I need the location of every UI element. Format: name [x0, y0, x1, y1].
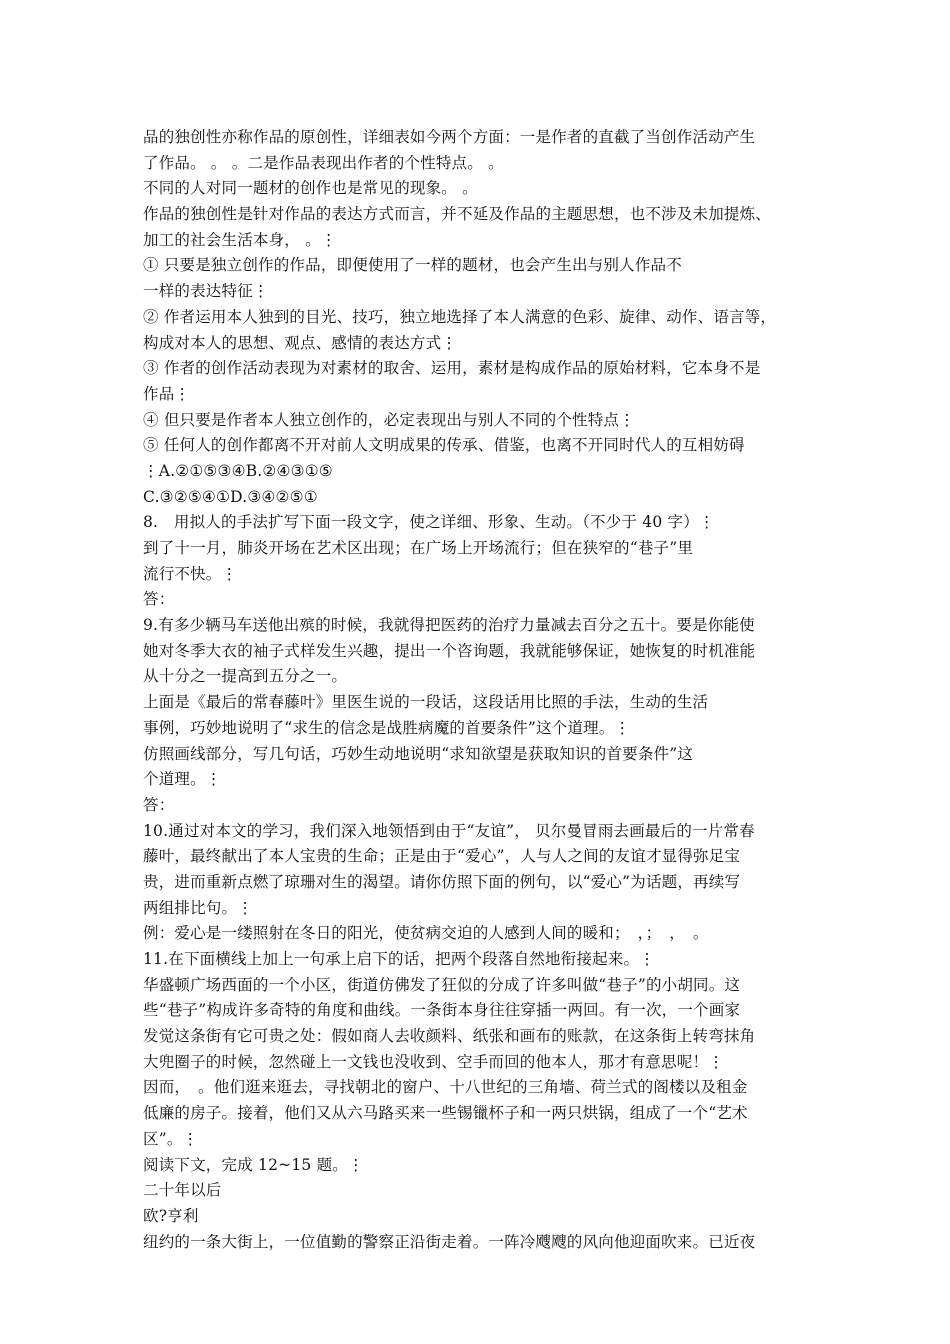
text-line: ⋮A.②①⑤③④B.②④③①⑤: [143, 461, 333, 480]
answer-label: 答：: [143, 590, 175, 609]
question-10: 10.通过对本文的学习，我们深入地领悟到由于“友谊”， 贝尔曼冒雨去画最后的一片常春: [143, 821, 755, 840]
text-line: 作品的独创性是针对作品的表达方式而言，并不延及作品的主题思想，也不涉及未加提炼、: [143, 205, 772, 224]
text-line: 了作品。 。 。二是作品表现出作者的个性特点。 。: [143, 153, 504, 172]
text-line: 华盛顿广场西面的一个小区，街道仿佛发了狂似的分成了许多叫做“巷子”的小胡同。这: [143, 975, 741, 994]
text-line: 仿照画线部分，写几句话，巧妙生动地说明“求知欲望是获取知识的首要条件”这: [143, 744, 694, 763]
example-line: 例：爱心是一缕照射在冬日的阳光，使贫病交迫的人感到人间的暖和； ，； ， 。: [143, 924, 709, 943]
text-line: 不同的人对同一题材的创作也是常见的现象。 。: [143, 179, 478, 198]
text-line: 发觉这条街有它可贵之处：假如商人去收颜料、纸张和画布的账款，在这条街上转弯抹角: [143, 1027, 756, 1046]
text-line: 到了十一月，肺炎开场在艺术区出现；在广场上开场流行；但在狭窄的“巷子”里: [143, 539, 694, 557]
question-11: 11.在下面横线上加上一句承上启下的话，把两个段落自然地衔接起来。⋮: [143, 950, 655, 968]
text-line: 纽约的一条大街上，一位值勤的警察正沿街走着。一阵冷飕飕的风向他迎面吹来。已近夜: [143, 1232, 756, 1251]
text-line: 因而， 。他们逛来逛去，寻找朝北的窗户、十八世纪的三角墙、荷兰式的阁楼以及租金: [143, 1078, 748, 1097]
text-line: 两组排比句。⋮: [143, 898, 253, 917]
text-line: 贵，进而重新点燃了琼珊对生的渴望。请你仿照下面的例句，以“爱心”为话题，再续写: [143, 872, 741, 891]
text-line: 一样的表达特征⋮: [143, 282, 269, 301]
text-line: 藤叶，最终献出了本人宝贵的生命；正是由于“爱心”，人与人之间的友谊才显得弥足宝: [143, 847, 741, 866]
text-line: ④ 但只要是作者本人独立创作的，必定表现出与别人不同的个性特点⋮: [143, 410, 635, 429]
text-line: ② 作者运用本人独到的目光、技巧，独立地选择了本人满意的色彩、旋律、动作、语言等，: [143, 307, 777, 326]
text-line: 流行不快。⋮: [143, 564, 238, 583]
text-line: 区”。⋮: [143, 1129, 199, 1148]
answer-label: 答：: [143, 795, 175, 814]
document-body: [143, 125, 833, 1255]
text-line: 她对冬季大衣的袖子式样发生兴趣，提出一个咨询题，我就能够保证，她恢复的时机准能: [143, 641, 756, 660]
text-line: 加工的社会生活本身， 。⋮: [143, 230, 337, 249]
text-line: 事例，巧妙地说明了“求生的信念是战胜病魔的首要条件”这个道理。⋮: [143, 718, 631, 737]
story-author: 欧?亨利: [143, 1206, 199, 1225]
text-line: 个道理。⋮: [143, 770, 222, 789]
text-line: 品的独创性亦称作品的原创性，详细表如今两个方面：一是作者的直截了当创作活动产生: [143, 128, 756, 146]
text-line: 大兜圈子的时候，忽然碰上一文钱也没收到、空手而回的他本人，那才有意思呢！⋮: [143, 1052, 724, 1071]
text-line: 作品⋮: [143, 384, 191, 403]
text-line: ⑤ 任何人的创作都离不开对前人文明成果的传承、借鉴，也离不开同时代人的互相妨碍: [143, 436, 745, 455]
text-line: 从十分之一提高到五分之一。: [143, 667, 348, 686]
text-line: 低廉的房子。接着，他们又从六马路买来一些锡镴杯子和一两只烘锅，组成了一个“艺术: [143, 1104, 748, 1123]
story-title: 二十年以后: [143, 1181, 222, 1200]
question-8: 8. 用拟人的手法扩写下面一段文字，使之详细、形象、生动。（不少于 40 字）⋮: [143, 513, 715, 532]
text-line: C.③②⑤④①D.③④②⑤①: [143, 487, 318, 506]
question-9: 9.有多少辆马车送他出殡的时候，我就得把医药的治疗力量减去百分之五十。要是你能使: [143, 616, 755, 635]
reading-instruction: 阅读下文，完成 12~15 题。⋮: [143, 1155, 364, 1174]
text-line: ① 只要是独立创作的作品，即便使用了一样的题材，也会产生出与别人作品不: [143, 256, 682, 275]
text-line: 上面是《最后的常春藤叶》里医生说的一段话，这段话用比照的手法，生动的生活: [143, 693, 709, 712]
text-line: ③ 作者的创作活动表现为对素材的取舍、运用，素材是构成作品的原始材料，它本身不是: [143, 359, 761, 378]
text-line: 些“巷子”构成许多奇特的角度和曲线。一条街本身往往穿插一两回。有一次，一个画家: [143, 1001, 741, 1020]
text-line: 构成对本人的思想、观点、感情的表达方式⋮: [143, 333, 458, 352]
